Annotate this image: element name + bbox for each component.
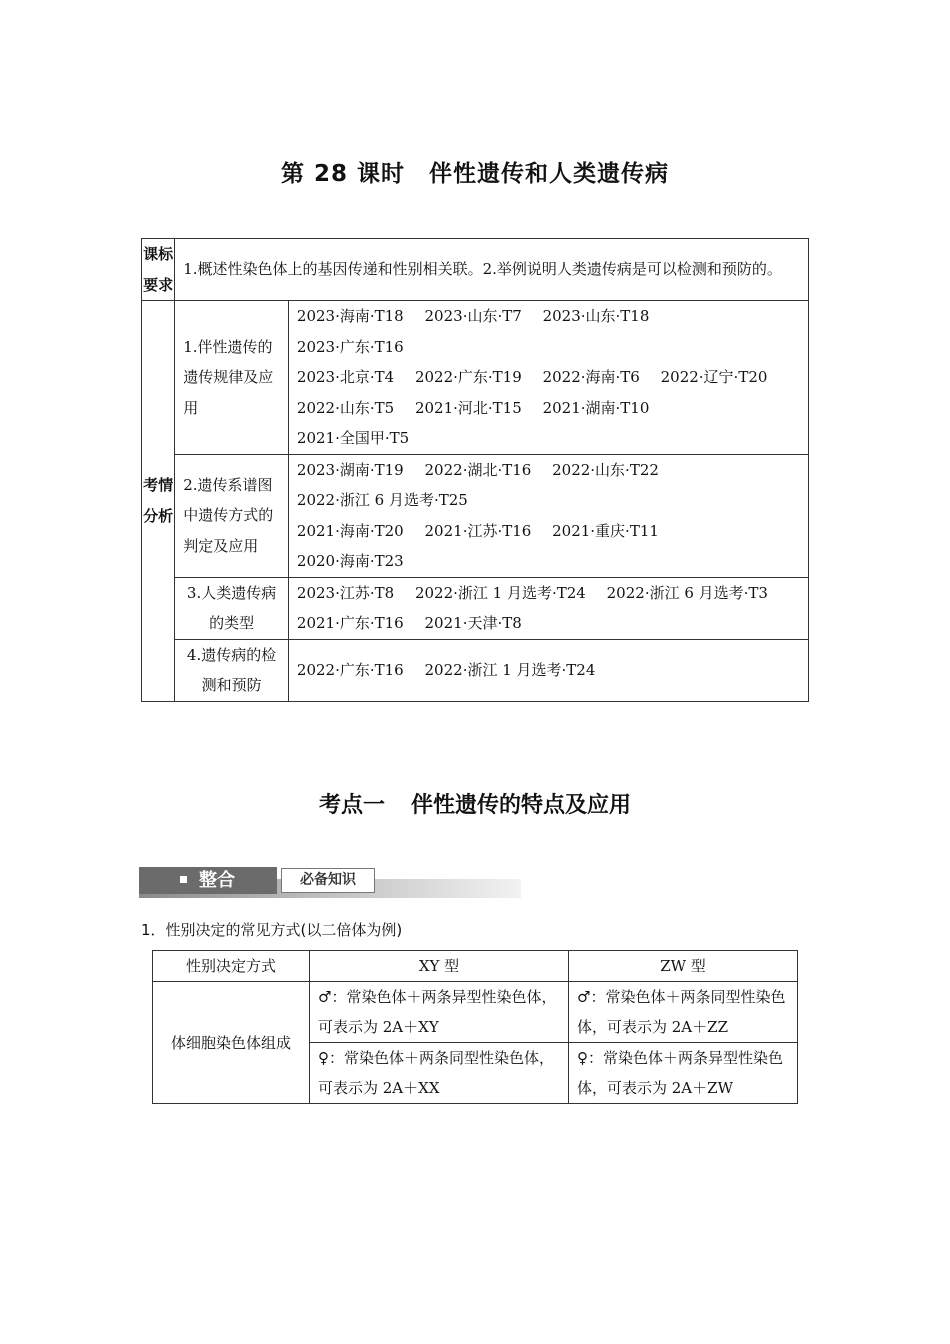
topic-row	[142, 577, 809, 639]
exam-reference: 2021·湖南·T10	[542, 398, 650, 417]
topic-row	[142, 301, 809, 455]
exam-reference: 2022·浙江 6 月选考·T3	[606, 583, 768, 602]
xy-male-cell: ♂：常染色体＋两条异型性染色体，可表示为 2A＋XY	[310, 982, 569, 1043]
exam-reference: 2022·浙江 6 月选考·T25	[296, 491, 468, 509]
banner-sub: 必备知识	[281, 868, 375, 893]
banner-main: 整合	[139, 867, 277, 894]
exam-reference: 2022·广东·T16	[296, 660, 404, 679]
exam-reference: 2023·广东·T16	[296, 337, 404, 356]
exam-reference: 2023·海南·T18	[296, 307, 404, 325]
refs-line	[297, 393, 784, 424]
refs-line	[297, 423, 784, 454]
exam-reference: 2022·山东·T22	[552, 460, 659, 479]
exam-reference: 2021·河北·T15	[414, 398, 522, 417]
exam-reference: 2021·重庆·T11	[552, 521, 659, 540]
header-cell: ZW 型	[569, 951, 798, 982]
exam-reference: 2022·海南·T6	[542, 368, 640, 386]
zw-male-cell: ♂：常染色体＋两条同型性染色体，可表示为 2A＋ZZ	[569, 982, 798, 1043]
refs-line	[297, 301, 784, 332]
exam-reference: 2021·全国甲·T5	[296, 429, 410, 447]
exam-reference: 2023·江苏·T8	[296, 583, 395, 602]
topic-label: 2.遗传系谱图中遗传方式的判定及应用	[175, 454, 289, 577]
section-number: 考点一	[318, 793, 385, 818]
requirements-row	[142, 239, 809, 301]
page-title	[0, 155, 950, 188]
lesson-number: 第 28 课时	[280, 161, 406, 187]
exam-reference: 2022·广东·T19	[414, 368, 522, 386]
refs-line	[297, 516, 784, 547]
exam-reference: 2023·北京·T4	[296, 368, 395, 386]
section-heading	[0, 788, 950, 819]
topic-label: 4.遗传病的检测和预防	[175, 639, 289, 701]
header-cell: 性别决定方式	[153, 951, 310, 982]
topic-label: 1.伴性遗传的遗传规律及应用	[175, 301, 289, 455]
exam-reference: 2021·广东·T16	[296, 614, 404, 632]
refs-line	[297, 608, 784, 639]
topic-refs	[288, 301, 808, 455]
header-cell: XY 型	[310, 951, 569, 982]
sex-determination-table	[152, 950, 798, 1104]
refs-line	[297, 455, 784, 486]
requirements-label: 课标 要求	[142, 239, 175, 301]
exam-reference: 2021·江苏·T16	[424, 521, 532, 540]
exam-reference: 2020·海南·T23	[296, 552, 404, 570]
topic-refs	[288, 639, 808, 701]
topic-refs	[288, 454, 808, 577]
exam-reference: 2022·山东·T5	[296, 398, 395, 417]
exam-reference: 2022·辽宁·T20	[660, 368, 768, 386]
exam-reference: 2023·山东·T7	[424, 307, 522, 325]
exam-reference: 2021·天津·T8	[424, 614, 522, 632]
refs-line	[297, 655, 784, 686]
refs-line	[297, 578, 784, 609]
section-banner	[139, 867, 521, 899]
topic-row	[142, 639, 809, 701]
exam-reference: 2023·山东·T18	[542, 307, 650, 325]
xy-female-cell: ♀：常染色体＋两条同型性染色体，可表示为 2A＋XX	[310, 1043, 569, 1104]
analysis-label: 考情 分析	[142, 301, 175, 702]
topic-label: 3.人类遗传病的类型	[175, 577, 289, 639]
table-header-row	[153, 951, 798, 982]
table-row	[153, 982, 798, 1043]
curriculum-table	[141, 238, 809, 702]
exam-reference: 2022·浙江 1 月选考·T24	[414, 583, 586, 602]
topic-row	[142, 454, 809, 577]
refs-line	[297, 362, 784, 393]
zw-female-cell: ♀：常染色体＋两条异型性染色体，可表示为 2A＋ZW	[569, 1043, 798, 1104]
row-label: 体细胞染色体组成	[153, 982, 310, 1104]
lesson-title: 伴性遗传和人类遗传病	[429, 161, 670, 187]
exam-reference: 2021·海南·T20	[296, 521, 404, 540]
exam-reference: 2023·湖南·T19	[296, 460, 404, 479]
refs-line	[297, 332, 784, 363]
section-title: 伴性遗传的特点及应用	[411, 793, 632, 818]
list-item-heading: 1．性别决定的常见方式(以二倍体为例)	[141, 921, 403, 939]
refs-line	[297, 546, 784, 577]
exam-reference: 2022·湖北·T16	[424, 460, 532, 479]
requirements-text: 1.概述性染色体上的基因传递和性别相关联。2.举例说明人类遗传病是可以检测和预防的。	[175, 239, 809, 301]
refs-line	[297, 485, 784, 516]
square-bullet-icon	[180, 876, 187, 883]
topic-refs	[288, 577, 808, 639]
exam-reference: 2022·浙江 1 月选考·T24	[424, 660, 596, 679]
